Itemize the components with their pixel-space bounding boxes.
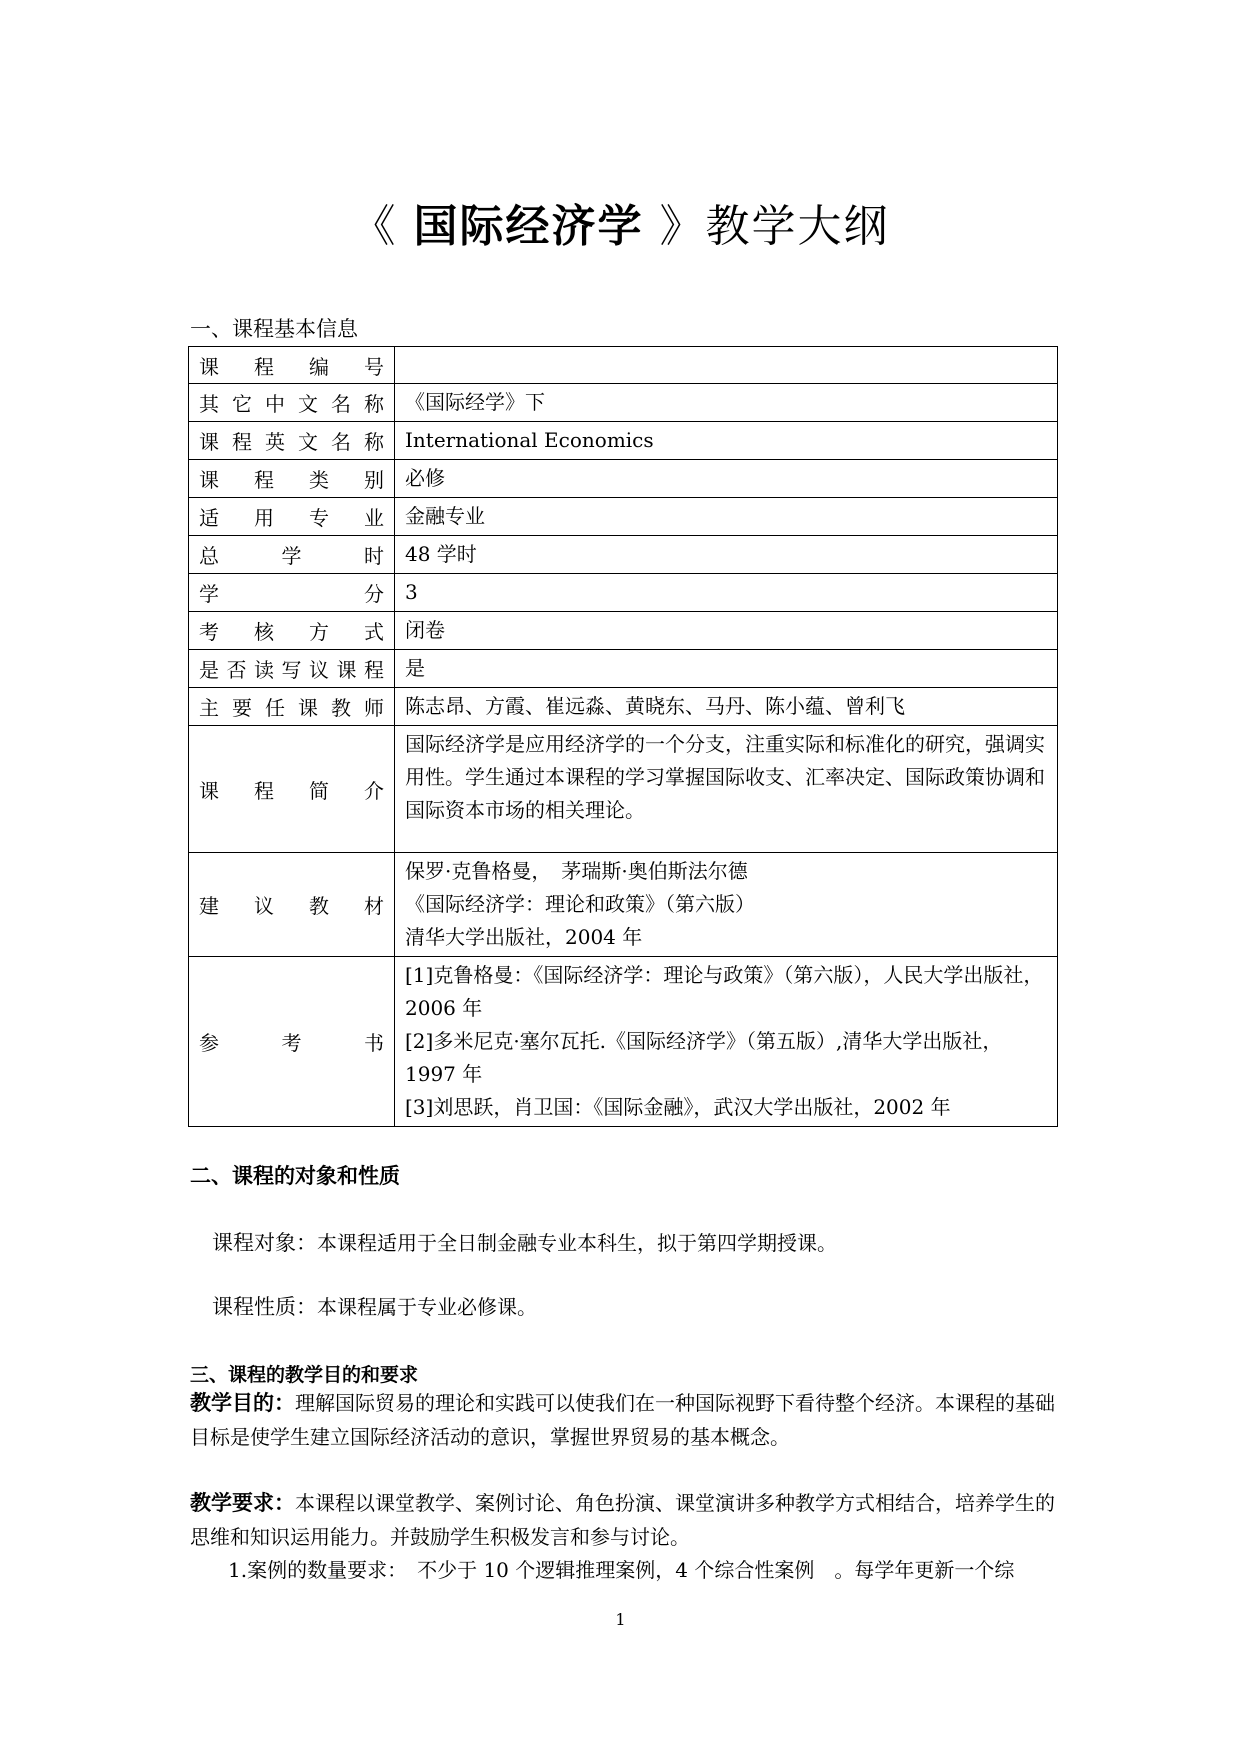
teaching-purpose-text: 理解国际贸易的理论和实践可以使我们在一种国际视野下看待整个经济。本课程的基础目标是使学生建立国际经济活动的意识，掌握世界贸易的基本概念。: [190, 1391, 1055, 1449]
info-value: 是: [395, 650, 1058, 688]
info-value: 陈志昂、方霞、崔远淼、黄晓东、马丹、陈小蕴、曾利飞: [395, 688, 1058, 726]
course-nature-text: 本课程属于专业必修课。: [317, 1295, 537, 1319]
document-title: [0, 190, 1241, 254]
reference-book-row: [189, 957, 1058, 1127]
textbook-label: 建 议 教 材: [199, 894, 384, 918]
info-label: 课 程 英 文 名 称: [199, 430, 384, 454]
course-info-table: [188, 346, 1058, 1127]
title-close: 》教学大纲: [643, 201, 890, 252]
info-label: 总 学 时: [199, 544, 384, 568]
info-row: [189, 460, 1058, 498]
info-label: 是 否 读 写 议 课 程: [199, 658, 384, 682]
info-row: [189, 536, 1058, 574]
info-row: [189, 384, 1058, 422]
info-value: 3: [395, 574, 1058, 612]
course-intro-row: [189, 726, 1058, 853]
reference-book-value-cell: [395, 957, 1058, 1127]
textbook-line: 保罗·克鲁格曼， 茅瑞斯·奥伯斯法尔德: [405, 859, 748, 883]
textbook-line: 清华大学出版社，2004 年: [405, 925, 643, 949]
info-row: [189, 574, 1058, 612]
info-label: 课 程 编 号: [199, 354, 384, 379]
info-label: 主 要 任 课 教 师: [199, 696, 384, 720]
info-label-cell: [189, 384, 395, 422]
textbook-row: [189, 853, 1058, 957]
course-object-label: 课程对象：: [212, 1231, 317, 1255]
teaching-requirement-label: 教学要求：: [190, 1491, 295, 1515]
info-row: [189, 498, 1058, 536]
info-label: 其 它 中 文 名 称: [199, 392, 384, 416]
info-label: 学 分: [199, 582, 384, 606]
info-label-cell: [189, 460, 395, 498]
info-value: 《国际经学》下: [395, 384, 1058, 422]
course-intro-label-cell: [189, 726, 395, 853]
info-label: 适 用 专 业: [199, 506, 384, 530]
course-nature-label: 课程性质：: [212, 1295, 317, 1319]
teaching-purpose-paragraph: [190, 1386, 1060, 1454]
info-value: 金融专业: [395, 498, 1058, 536]
info-label-cell: [189, 612, 395, 650]
info-value: 必修: [395, 460, 1058, 498]
info-row: [189, 612, 1058, 650]
reference-book-label: 参 考 书: [199, 1031, 384, 1055]
info-label: 考 核 方 式: [199, 620, 384, 644]
section-1-heading: 一、课程基本信息: [190, 317, 358, 341]
section-2-heading: 二、课程的对象和性质: [190, 1164, 400, 1188]
info-row: [189, 347, 1058, 384]
info-row: [189, 422, 1058, 460]
reference-book-line: [3]刘思跃，肖卫国：《国际金融》，武汉大学出版社，2002 年: [405, 1095, 951, 1119]
info-label-cell: [189, 650, 395, 688]
info-label-cell: [189, 498, 395, 536]
info-label: 课 程 类 别: [199, 468, 384, 492]
teaching-requirement-text: 本课程以课堂教学、案例讨论、角色扮演、课堂演讲多种教学方式相结合，培养学生的思维和知识运用能力。并鼓励学生积极发言和参与讨论。: [190, 1491, 1055, 1549]
reference-book-line: [2]多米尼克·塞尔瓦托.《国际经济学》（第五版）,清华大学出版社，1997 年: [405, 1029, 1003, 1086]
course-nature-paragraph: [212, 1290, 1082, 1324]
section-3-heading: 三、课程的教学目的和要求: [190, 1364, 419, 1386]
teaching-requirement-paragraph: [190, 1486, 1060, 1554]
case-count-requirement: 1.案例的数量要求： 不少于 10 个逻辑推理案例，4 个综合性案例 。每学年更新一个综: [228, 1558, 1015, 1582]
reference-book-line: [1]克鲁格曼：《国际经济学：理论与政策》（第六版），人民大学出版社，2006 年: [405, 963, 1044, 1020]
reference-book-label-cell: [189, 957, 395, 1127]
course-object-paragraph: [212, 1226, 1082, 1260]
textbook-value-cell: [395, 853, 1058, 957]
textbook-label-cell: [189, 853, 395, 957]
info-label-cell: [189, 422, 395, 460]
info-label-cell: [189, 574, 395, 612]
info-value: International Economics: [395, 422, 1058, 460]
teaching-purpose-label: 教学目的：: [190, 1391, 295, 1415]
info-label-cell: [189, 347, 395, 384]
info-label-cell: [189, 536, 395, 574]
info-value: [395, 347, 1058, 384]
course-intro-line: 国际经济学是应用经济学的一个分支，注重实际和标准化的研究，强调实用性。学生通过本课程的学习掌握国际收支、汇率决定、国际政策协调和国际资本市场的相关理论。: [405, 732, 1045, 822]
course-intro-value-cell: [395, 726, 1058, 853]
info-row: [189, 650, 1058, 688]
info-value: 48 学时: [395, 536, 1058, 574]
course-intro-label: 课 程 简 介: [199, 778, 384, 803]
title-course-name: 国际经济学: [413, 201, 644, 252]
info-label-cell: [189, 688, 395, 726]
info-row: [189, 688, 1058, 726]
course-object-text: 本课程适用于全日制金融专业本科生，拟于第四学期授课。: [317, 1231, 837, 1255]
title-open: 《: [351, 201, 414, 252]
page-number: 1: [615, 1610, 626, 1629]
info-value: 闭卷: [395, 612, 1058, 650]
textbook-line: 《国际经济学：理论和政策》（第六版）: [405, 892, 755, 916]
